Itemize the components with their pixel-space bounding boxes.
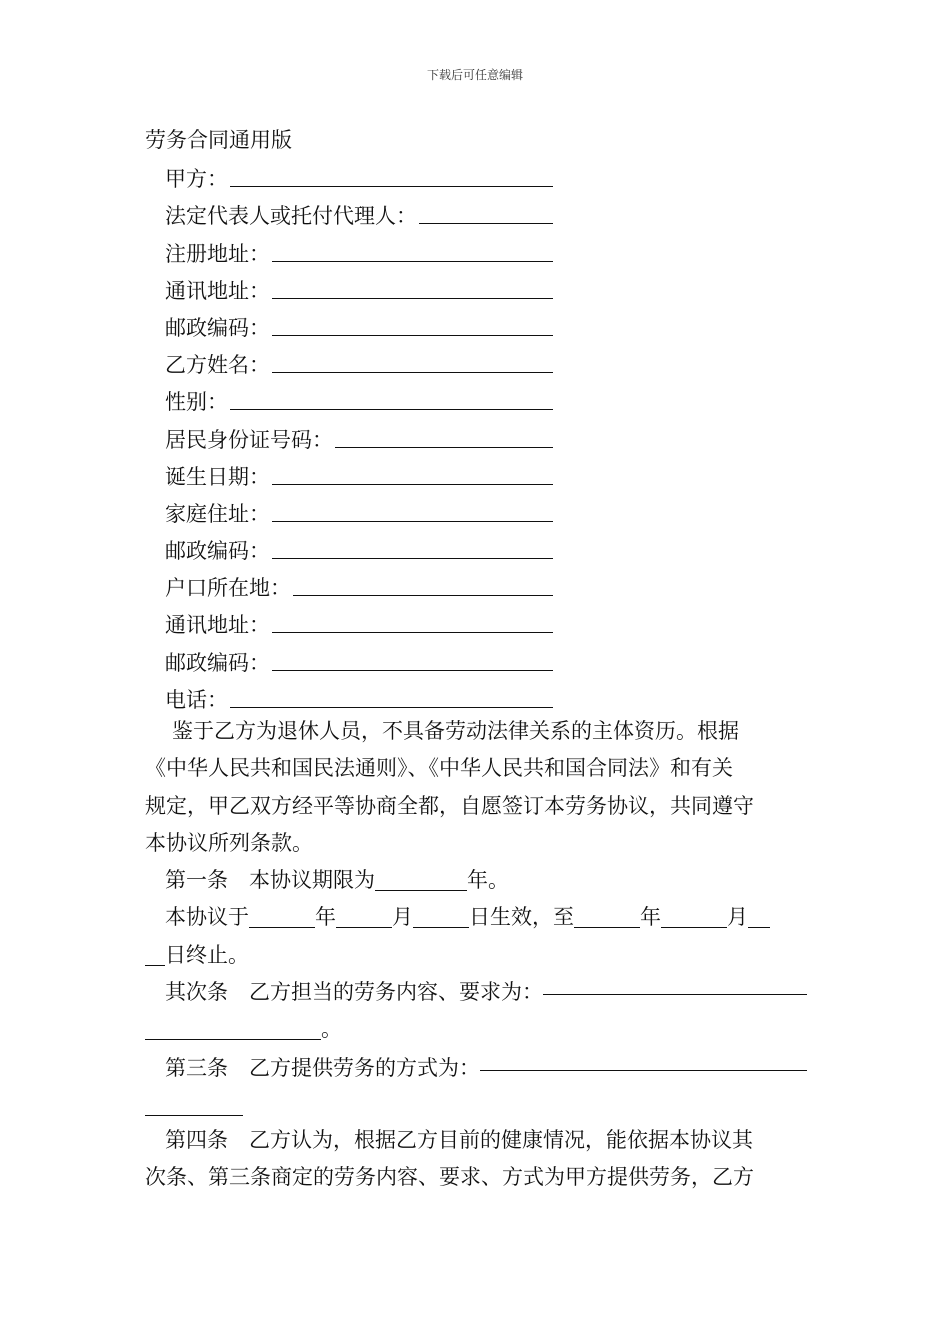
blank-line[interactable] bbox=[375, 870, 467, 891]
article-1-line-2: 本协议于 年 月 日生效，至 年 月 bbox=[145, 899, 807, 936]
preamble-line: 鉴于乙方为退休人员，不具备劳动法律关系的主体资历。根据 bbox=[172, 719, 739, 743]
preamble-line: 《中华人民共和国民法通则》、《中华人民共和国合同法》和有关 bbox=[145, 756, 733, 781]
blank-line[interactable] bbox=[413, 907, 469, 928]
blank-line[interactable] bbox=[272, 484, 553, 485]
blank-line[interactable] bbox=[543, 974, 807, 995]
field-postcode-a: 邮政编码： bbox=[165, 305, 565, 342]
field-postcode-b: 邮政编码： bbox=[165, 528, 565, 565]
blank-line[interactable] bbox=[230, 409, 553, 410]
field-id-number: 居民身份证号码： bbox=[165, 416, 565, 453]
field-postcode-c: 邮政编码： bbox=[165, 639, 565, 676]
blank-line[interactable] bbox=[272, 261, 553, 262]
blank-line[interactable] bbox=[249, 907, 315, 928]
article-2 bbox=[145, 974, 807, 1049]
blank-line[interactable] bbox=[272, 298, 553, 299]
blank-line[interactable] bbox=[230, 707, 553, 708]
article-4-line: 次条、第三条商定的劳务内容、要求、方式为甲方提供劳务，乙方 bbox=[145, 1165, 754, 1190]
blank-line[interactable] bbox=[272, 558, 553, 559]
field-registered-address: 注册地址： bbox=[165, 230, 565, 267]
blank-line[interactable] bbox=[574, 907, 640, 928]
blank-line[interactable] bbox=[335, 447, 553, 448]
blank-line[interactable] bbox=[272, 670, 553, 671]
blank-line[interactable] bbox=[230, 186, 553, 187]
article-4 bbox=[145, 1122, 807, 1197]
preamble bbox=[145, 713, 807, 863]
field-home-address: 家庭住址： bbox=[165, 491, 565, 528]
blank-line[interactable] bbox=[748, 907, 770, 928]
article-1 bbox=[145, 862, 807, 974]
party-info-fields bbox=[165, 156, 565, 714]
page-header: 下载后可任意编辑 bbox=[426, 68, 523, 82]
field-gender: 性别： bbox=[165, 379, 565, 416]
field-mailing-address-b: 通讯地址： bbox=[165, 602, 565, 639]
blank-line[interactable] bbox=[336, 907, 392, 928]
article-4-line: 第四条 乙方认为，根据乙方目前的健康情况，能依据本协议其 bbox=[165, 1128, 753, 1152]
blank-line[interactable] bbox=[272, 632, 553, 633]
article-3-line-2 bbox=[145, 1087, 807, 1124]
article-1-line-3: 日终止。 bbox=[145, 937, 807, 974]
preamble-line: 规定，甲乙双方经平等协商全都，自愿签订本劳务协议，共同遵守 bbox=[145, 793, 754, 818]
blank-line[interactable] bbox=[145, 945, 165, 966]
preamble-line: 本协议所列条款。 bbox=[145, 831, 313, 856]
blank-line[interactable] bbox=[145, 1019, 321, 1040]
field-legal-rep: 法定代表人或托付代理人： bbox=[165, 193, 565, 230]
article-3 bbox=[145, 1050, 807, 1125]
field-party-b-name: 乙方姓名： bbox=[165, 342, 565, 379]
blank-line[interactable] bbox=[293, 595, 553, 596]
blank-line[interactable] bbox=[480, 1050, 807, 1071]
field-phone: 电话： bbox=[165, 677, 565, 714]
blank-line[interactable] bbox=[419, 223, 553, 224]
blank-line[interactable] bbox=[272, 372, 553, 373]
field-mailing-address-a: 通讯地址： bbox=[165, 268, 565, 305]
blank-line[interactable] bbox=[145, 1095, 243, 1116]
article-1-line-1: 第一条 本协议期限为 年。 bbox=[165, 868, 509, 892]
article-3-line-1: 第三条 乙方提供劳务的方式为： bbox=[145, 1050, 807, 1087]
blank-line[interactable] bbox=[661, 907, 727, 928]
blank-line[interactable] bbox=[272, 335, 553, 336]
document-title: 劳务合同通用版 bbox=[145, 128, 292, 152]
field-hukou-location: 户口所在地： bbox=[165, 565, 565, 602]
article-2-line-2: 。 bbox=[145, 1011, 807, 1048]
article-2-line-1: 其次条 乙方担当的劳务内容、要求为： bbox=[145, 974, 807, 1011]
field-party-a: 甲方： bbox=[165, 156, 565, 193]
blank-line[interactable] bbox=[272, 521, 553, 522]
field-birth-date: 诞生日期： bbox=[165, 454, 565, 491]
